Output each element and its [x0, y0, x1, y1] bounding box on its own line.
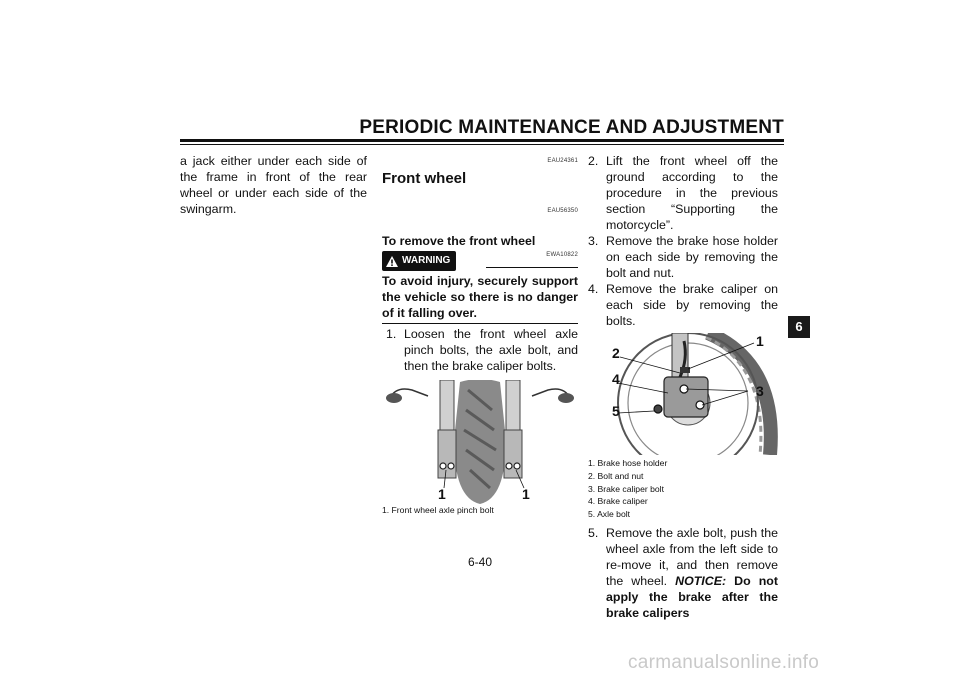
step-number: 4.	[588, 282, 599, 296]
step-2	[588, 153, 778, 233]
warning-code: EWA10822	[546, 251, 578, 258]
figure-caption: 1. Front wheel axle pinch bolt	[382, 505, 494, 515]
page-number: 6-40	[467, 555, 493, 569]
subsection-code: EAU56350	[547, 208, 578, 214]
caption-item: 4. Brake caliper	[588, 496, 648, 507]
step-5-text: Remove the axle bolt, push the wheel axle from the left side to re-move it, and then remove the wheel.	[606, 525, 778, 588]
warning-text: To avoid injury, securely support the vehicle so there is no danger of it falling over.	[382, 274, 578, 320]
figure-front-fork	[382, 380, 578, 504]
figure-label-5: 5	[612, 403, 620, 419]
page-header-title: PERIODIC MAINTENANCE AND ADJUSTMENT	[359, 117, 784, 138]
step-number: 3.	[588, 234, 599, 248]
warning-header	[382, 251, 578, 271]
step-text: Remove the brake caliper on each side by removing the bolts.	[606, 282, 778, 328]
chapter-tab: 6	[788, 316, 810, 338]
notice-label: NOTICE:	[675, 573, 727, 588]
step-text: Remove the brake hose holder on each side by removing the bolt and nut.	[606, 234, 778, 280]
figure-label-left: 1	[438, 486, 446, 502]
warning-icon	[386, 256, 398, 267]
step-5	[588, 525, 778, 621]
warning-badge	[382, 251, 456, 271]
caption-item: 5. Axle bolt	[588, 509, 631, 520]
figure-label-1: 1	[756, 333, 764, 349]
figure-label-right: 1	[522, 486, 530, 502]
section-code: EAU24361	[547, 158, 578, 164]
step-text: Loosen the front wheel axle pinch bolts, the axle bolt, and then the brake caliper bolts.	[404, 327, 578, 373]
step-text: Lift the front wheel off the ground according to the procedure in the previous section “Supporting the motorcycle”.	[606, 154, 778, 232]
step-4	[588, 281, 778, 329]
step-text	[606, 525, 778, 621]
step-number: 1.	[386, 327, 397, 341]
caption-item: 2. Bolt and nut	[588, 470, 644, 481]
step-number: 2.	[588, 154, 599, 168]
step-number: 5.	[588, 525, 599, 540]
notice-text: Do not apply the brake after the brake calipers	[606, 573, 778, 620]
subsection-title: To remove the front wheel	[382, 234, 536, 248]
header-rule	[180, 139, 784, 142]
step-3	[588, 233, 778, 281]
header-rule-thin	[180, 144, 784, 145]
figure-label-2: 2	[612, 345, 620, 361]
section-title: Front wheel	[382, 170, 467, 187]
figure-label-3: 3	[756, 383, 764, 399]
column-middle	[382, 153, 578, 517]
caption-item: 1. Brake hose holder	[588, 458, 668, 468]
watermark: carmanualsonline.info	[628, 652, 820, 673]
figure-label-4: 4	[612, 371, 620, 387]
step-1	[382, 326, 578, 374]
caption-item: 3. Brake caliper bolt	[588, 483, 664, 494]
column-right	[588, 153, 778, 621]
body-text: a jack either under each side of the frame in front of the rear wheel or under each side of the swingarm.	[180, 154, 367, 216]
column-left	[180, 153, 367, 217]
warning-label: WARNING	[402, 255, 451, 266]
figure-brake-caliper	[588, 333, 778, 455]
warning-rule	[486, 267, 578, 268]
warning-end-rule	[382, 323, 578, 324]
caption-list	[588, 457, 778, 521]
front-fork-illustration	[382, 380, 578, 504]
